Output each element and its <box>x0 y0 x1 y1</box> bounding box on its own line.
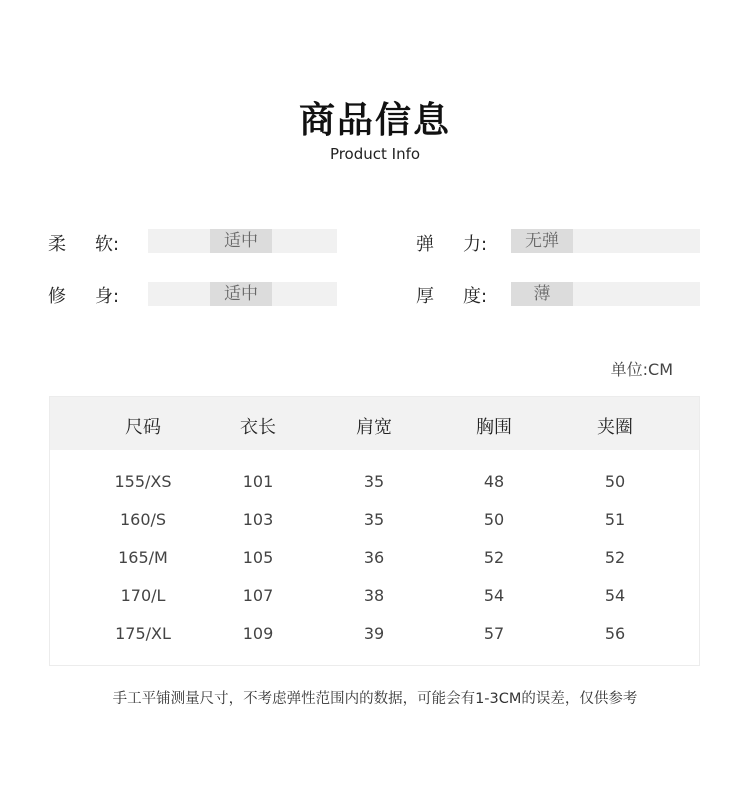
table-header <box>50 397 699 450</box>
table-cell: 57 <box>483 624 505 643</box>
table-cell: 107 <box>242 586 274 605</box>
attr-value-thickness: 薄 <box>511 282 573 306</box>
table-cell: 105 <box>242 548 274 567</box>
table-cell: 50 <box>604 472 626 491</box>
table-cell: 54 <box>483 586 505 605</box>
attr-label-char: 身: <box>95 286 120 307</box>
attr-value-softness: 适中 <box>210 229 272 253</box>
column-header-shoulder: 肩宽 <box>356 417 392 438</box>
attr-label-elasticity <box>416 230 487 256</box>
attr-value-bar-thickness <box>511 282 700 306</box>
measurement-footnote: 手工平铺测量尺寸，不考虑弹性范围内的数据，可能会有1-3CM的误差，仅供参考 <box>112 691 638 707</box>
attr-label-char: 厚 <box>416 286 434 307</box>
attr-value-bar-softness <box>148 229 337 253</box>
table-cell: 109 <box>242 624 274 643</box>
table-cell: 54 <box>604 586 626 605</box>
attr-value-bar-fit <box>148 282 337 306</box>
table-cell: 52 <box>483 548 505 567</box>
table-cell: 39 <box>363 624 385 643</box>
attr-label-char: 柔 <box>48 234 66 255</box>
page-subtitle: Product Info <box>329 145 421 163</box>
table-cell: 52 <box>604 548 626 567</box>
attr-label-thickness <box>416 282 487 308</box>
attr-label-char: 力: <box>463 234 488 255</box>
table-cell: 48 <box>483 472 505 491</box>
table-cell: 38 <box>363 586 385 605</box>
unit-label: 单位:CM <box>610 360 673 379</box>
table-cell: 160/S <box>119 510 167 529</box>
table-cell: 165/M <box>118 548 168 567</box>
attr-value-bar-elasticity <box>511 229 700 253</box>
attr-label-char: 软: <box>95 234 120 255</box>
attr-label-char: 弹 <box>416 234 434 255</box>
attr-label-softness <box>48 230 119 256</box>
attr-label-fit <box>48 282 119 308</box>
table-cell: 51 <box>604 510 626 529</box>
table-cell: 36 <box>363 548 385 567</box>
size-table <box>49 396 700 666</box>
attr-label-char: 修 <box>48 286 66 307</box>
table-cell: 170/L <box>120 586 166 605</box>
column-header-length: 衣长 <box>240 417 276 438</box>
table-cell: 103 <box>242 510 274 529</box>
table-cell: 155/XS <box>114 472 172 491</box>
attr-value-elasticity: 无弹 <box>511 229 573 253</box>
table-cell: 35 <box>363 510 385 529</box>
column-header-chest: 胸围 <box>476 417 512 438</box>
attr-label-char: 度: <box>463 286 488 307</box>
attr-value-fit: 适中 <box>210 282 272 306</box>
page-title: 商品信息 <box>298 100 451 141</box>
table-cell: 56 <box>604 624 626 643</box>
column-header-size: 尺码 <box>125 417 161 438</box>
table-cell: 175/XL <box>115 624 171 643</box>
table-cell: 35 <box>363 472 385 491</box>
column-header-armhole: 夹圈 <box>597 417 633 438</box>
table-cell: 101 <box>242 472 274 491</box>
table-cell: 50 <box>483 510 505 529</box>
